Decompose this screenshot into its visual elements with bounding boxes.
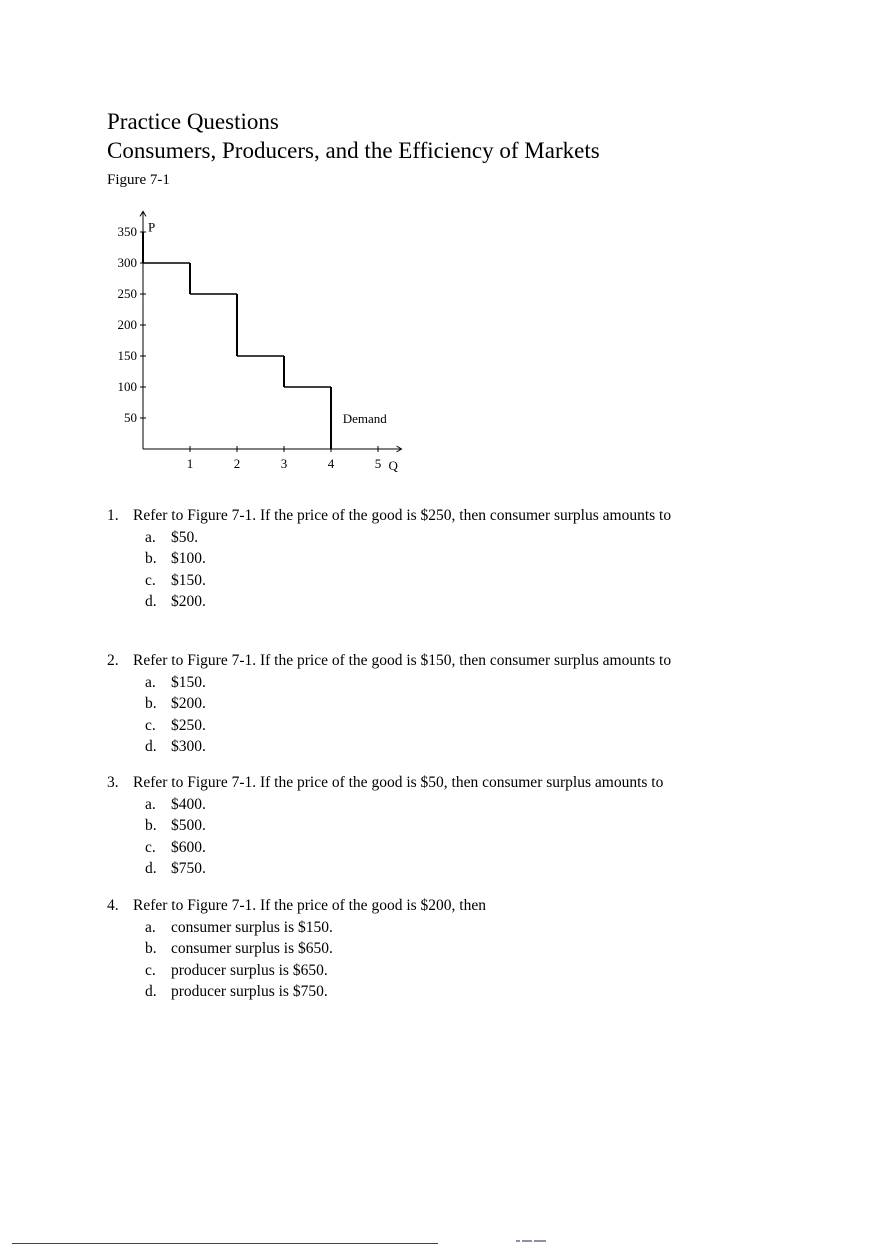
x-tick-label: 5 [374, 456, 382, 471]
answer-option [107, 858, 663, 880]
option-letter: c. [145, 838, 156, 856]
demand-label: Demand [342, 411, 387, 426]
option-text: consumer surplus is $650. [171, 940, 333, 957]
option-text: consumer surplus is $150. [171, 918, 333, 936]
option-text: $150. [171, 571, 206, 589]
answer-option [107, 548, 671, 570]
answer-option [107, 527, 671, 549]
question-number: 2. [107, 652, 119, 669]
y-axis-label: P [148, 219, 156, 235]
answer-option [107, 715, 671, 737]
option-text: $50. [171, 528, 199, 546]
answer-option [107, 736, 671, 758]
y-tick-label: 250 [117, 286, 137, 301]
footer-rule [12, 1243, 438, 1244]
y-tick-label: 100 [117, 379, 137, 394]
y-tick-label: 300 [117, 255, 137, 270]
option-letter: c. [145, 571, 156, 589]
y-tick-label: 50 [124, 410, 137, 425]
option-letter: c. [145, 716, 156, 734]
option-text: $150. [171, 673, 206, 691]
question-2 [107, 650, 671, 758]
footer-mark [516, 1240, 558, 1243]
y-tick-label: 150 [117, 348, 137, 363]
option-letter: d. [145, 860, 157, 877]
question-4 [107, 895, 486, 1003]
x-axis-label: Q [388, 458, 398, 473]
question-number: 1. [107, 507, 119, 524]
y-tick-label: 350 [117, 224, 137, 239]
page-subtitle: Consumers, Producers, and the Efficiency of Markets [107, 138, 600, 163]
option-letter: d. [145, 983, 157, 1000]
question-stem: Refer to Figure 7-1. If the price of the good is $150, then consumer surplus amounts to [133, 652, 672, 669]
x-tick-label: 3 [280, 456, 288, 471]
option-letter: b. [145, 695, 157, 712]
option-text: $750. [171, 860, 206, 877]
answer-option [107, 815, 663, 837]
option-letter: a. [145, 795, 156, 813]
question-stem: Refer to Figure 7-1. If the price of the good is $200, then [133, 897, 486, 914]
option-letter: a. [145, 918, 156, 936]
option-text: $600. [171, 838, 206, 856]
option-letter: b. [145, 817, 157, 834]
y-tick-label: 200 [117, 317, 137, 332]
page-title: Practice Questions [107, 109, 279, 134]
option-text: $250. [171, 716, 206, 734]
answer-option [107, 591, 671, 613]
option-letter: a. [145, 528, 156, 546]
answer-option [107, 794, 663, 816]
option-text: $500. [171, 817, 206, 834]
option-text: $200. [171, 593, 206, 610]
question-stem: Refer to Figure 7-1. If the price of the good is $250, then consumer surplus amounts to [133, 507, 672, 524]
option-letter: b. [145, 550, 157, 567]
option-text: $300. [171, 738, 206, 755]
x-tick-label: 1 [186, 456, 194, 471]
question-number: 3. [107, 774, 119, 791]
answer-option [107, 917, 486, 939]
answer-option [107, 938, 486, 960]
option-letter: c. [145, 961, 156, 979]
option-text: $200. [171, 695, 206, 712]
x-tick-label: 4 [327, 456, 335, 471]
answer-option [107, 693, 671, 715]
answer-option [107, 981, 486, 1003]
answer-option [107, 960, 486, 982]
demand-chart [100, 200, 420, 480]
answer-option [107, 837, 663, 859]
option-letter: d. [145, 738, 157, 755]
answer-option [107, 672, 671, 694]
question-3 [107, 772, 663, 880]
question-number: 4. [107, 897, 119, 914]
option-letter: a. [145, 673, 156, 691]
option-text: $100. [171, 550, 206, 567]
option-letter: b. [145, 940, 157, 957]
question-1 [107, 505, 671, 613]
option-text: $400. [171, 795, 206, 813]
figure-label: Figure 7-1 [107, 172, 170, 188]
x-tick-label: 2 [233, 456, 241, 471]
option-letter: d. [145, 593, 157, 610]
answer-option [107, 570, 671, 592]
question-stem: Refer to Figure 7-1. If the price of the good is $50, then consumer surplus amounts to [133, 774, 664, 791]
option-text: producer surplus is $650. [171, 961, 328, 979]
option-text: producer surplus is $750. [171, 983, 328, 1000]
